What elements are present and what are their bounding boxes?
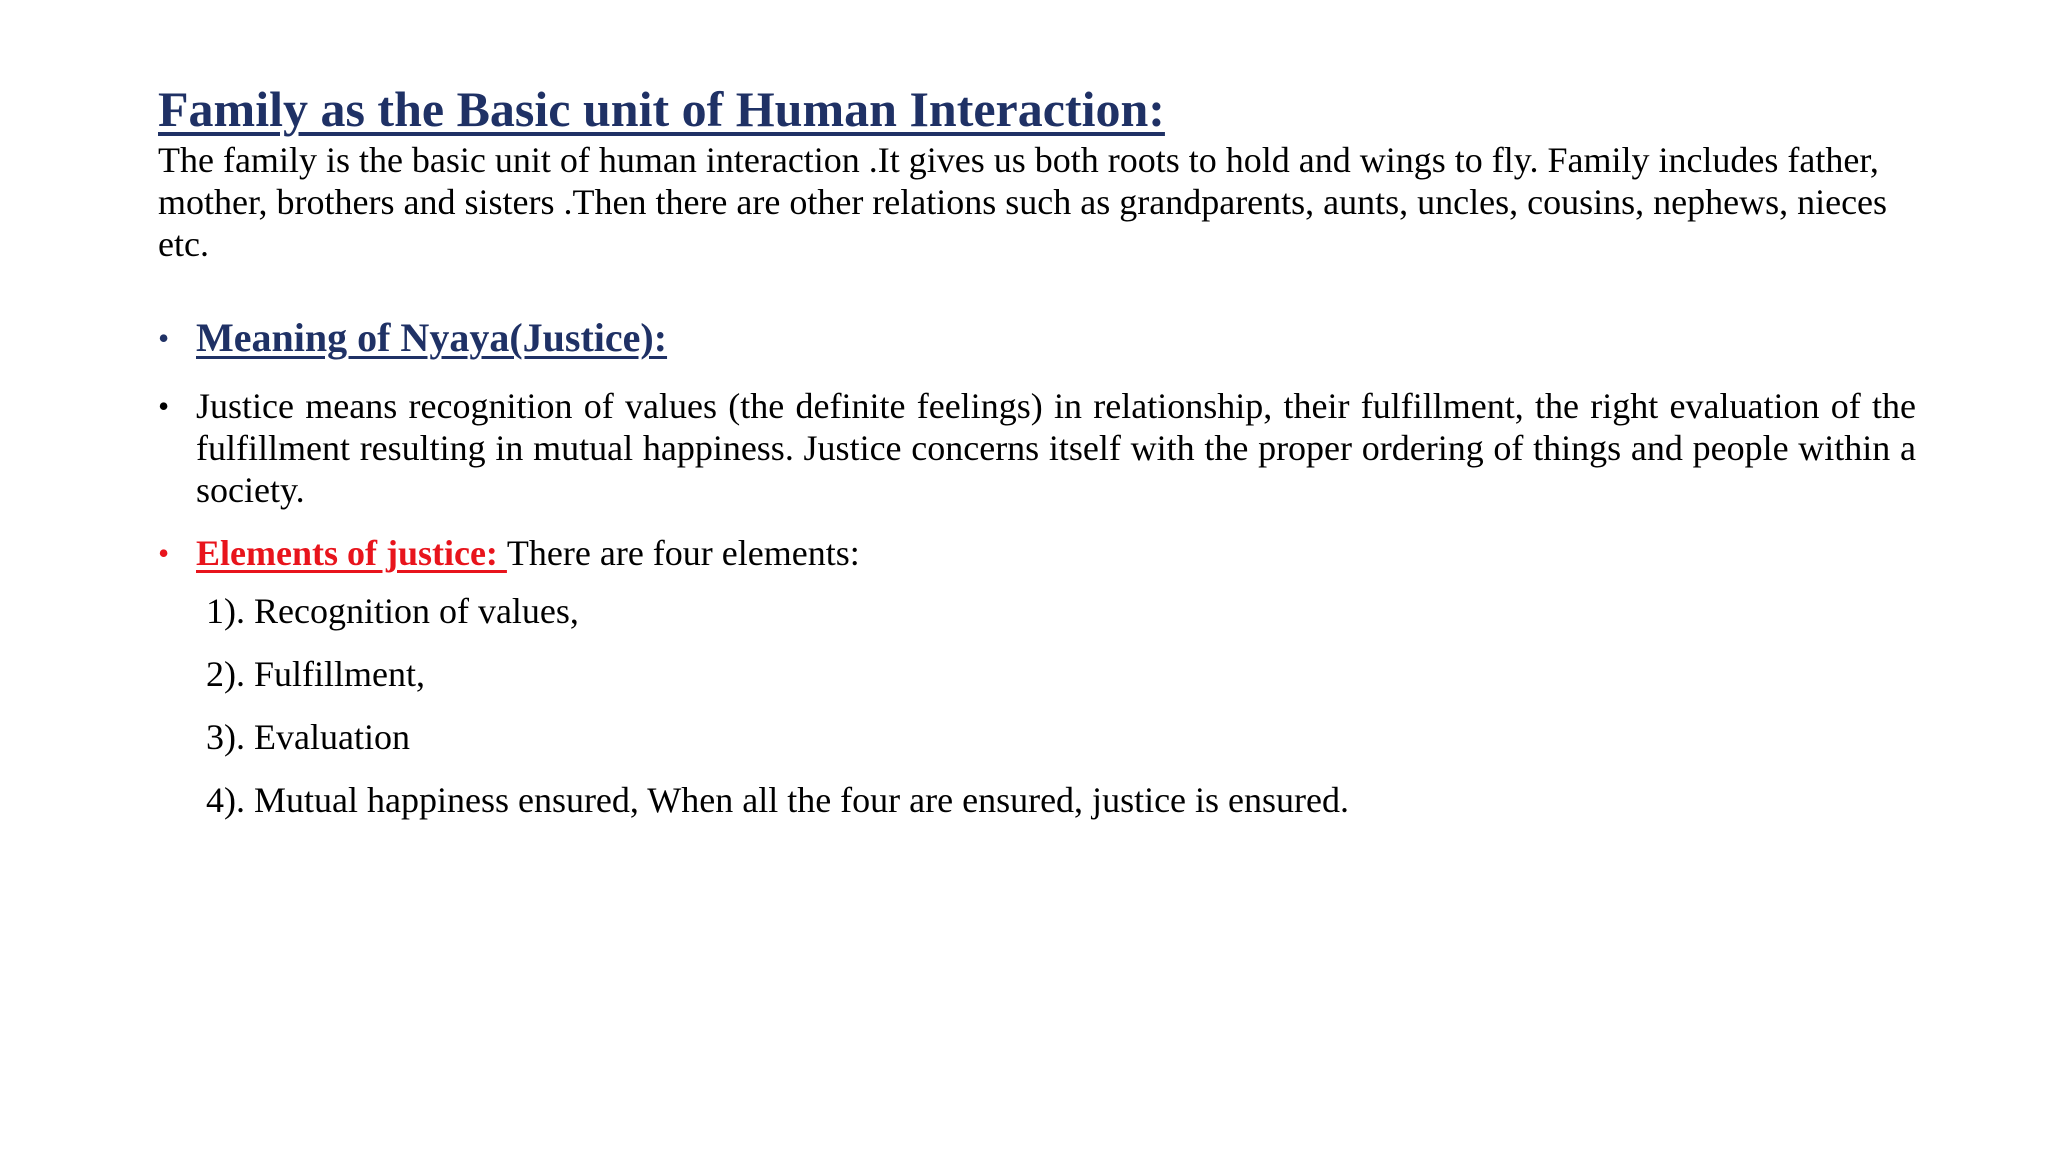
list-item: 4). Mutual happiness ensured, When all the four are ensured, justice is ensured. [206,780,1349,820]
justice-definition-text: Justice means recognition of values (the definite feelings) in relationship, their fulfillment, the right evaluation of the fulfillment resulting in mutual happiness. Justice concerns itself with the proper ordering of things and people within a society. [196,386,1916,510]
bullet-marker: • [158,535,170,571]
meaning-heading: Meaning of Nyaya(Justice): [196,315,668,360]
intro-paragraph: The family is the basic unit of human interaction .It gives us both roots to hold and wings to fly. Family includes father, mother, brothers and sisters .Then there are other relations such as grandparents, aunts, uncles, cousins, nephews, nieces etc. [158,140,1888,264]
list-item: 3). Evaluation [206,717,410,757]
list-item: 1). Recognition of values, [206,591,579,631]
elements-heading: Elements of justice: [196,533,507,573]
elements-list [206,590,1349,842]
bullet-meaning-of-nyaya [158,317,1918,360]
bullet-marker: • [158,388,170,424]
bullet-elements-of-justice [158,532,1918,574]
bullet-justice-definition [158,385,1918,511]
elements-intro-text: There are four elements: [506,533,860,573]
bullet-marker: • [158,320,170,356]
slide-title: Family as the Basic unit of Human Interaction: [158,81,1165,137]
list-item: 2). Fulfillment, [206,654,425,694]
